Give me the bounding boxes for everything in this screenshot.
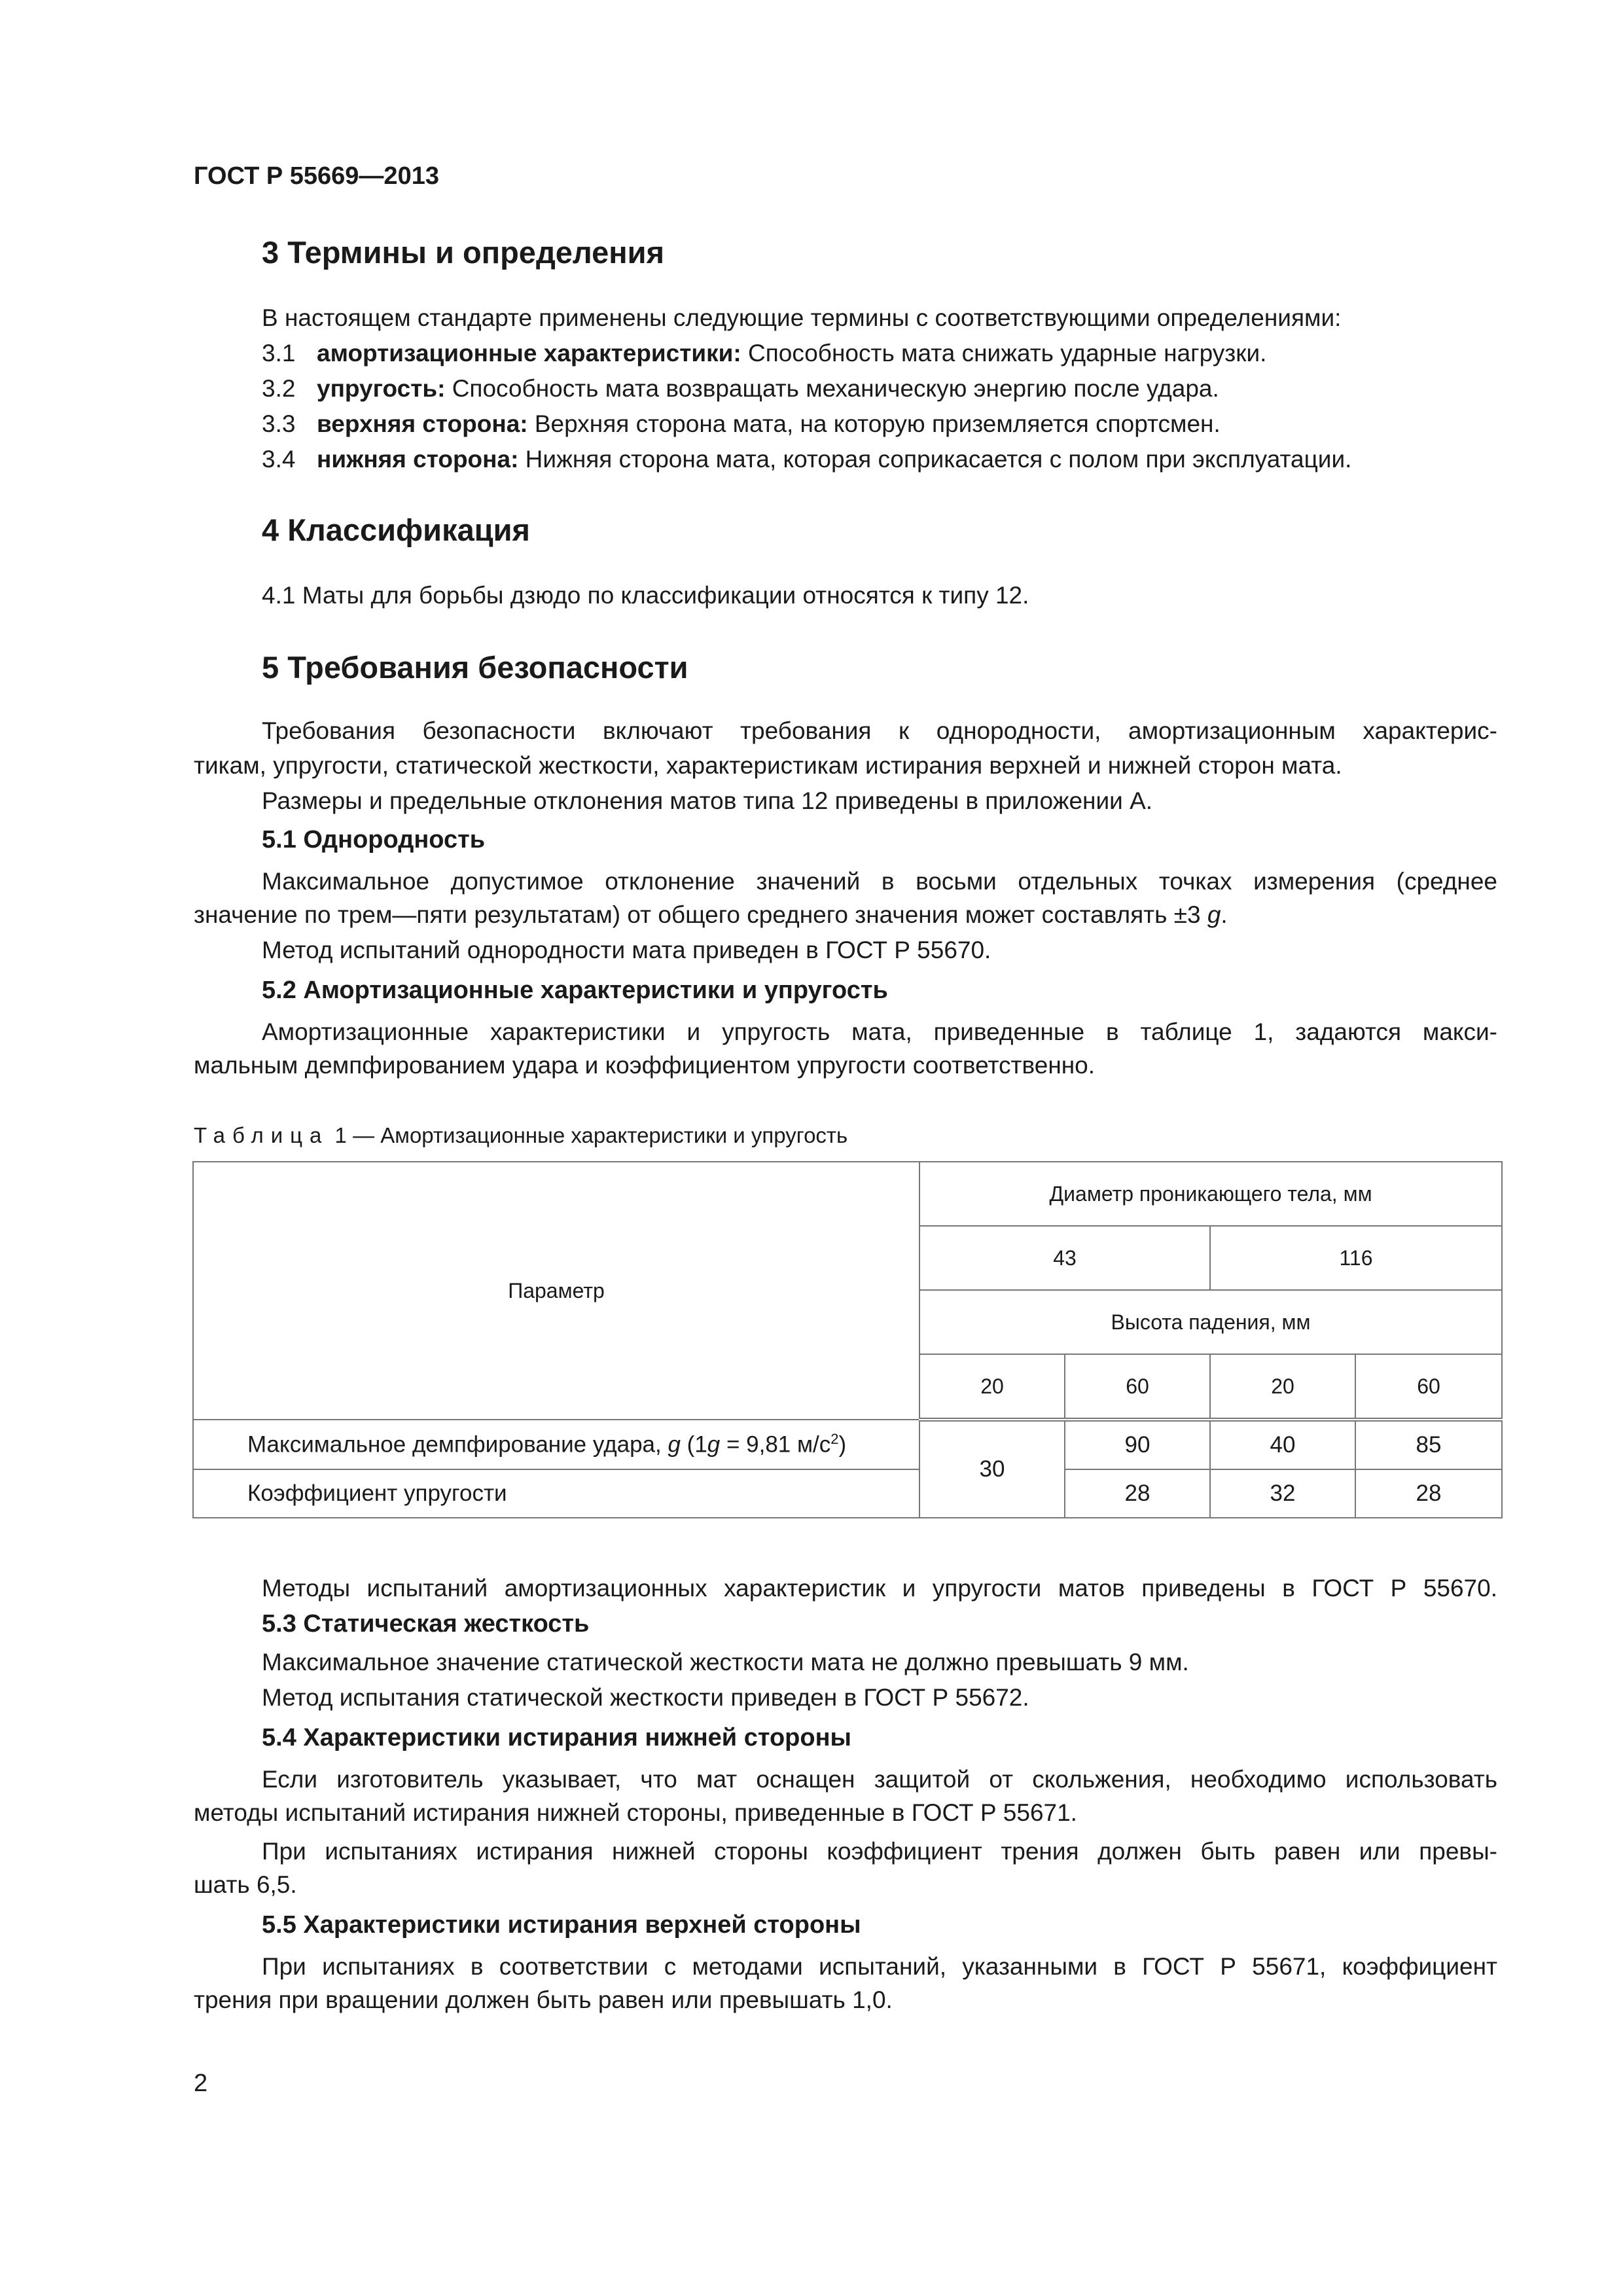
term-definition: Нижняя сторона мата, которая соприкасается с полом при эксплуатации. — [518, 446, 1352, 473]
subsection-5-4-title: 5.4 Характеристики истирания нижней стороны — [262, 1724, 851, 1751]
section-3-title: 3 Термины и определения — [262, 235, 664, 270]
table-1-caption — [194, 1123, 847, 1148]
header-diameter: Диаметр проникающего тела, мм — [919, 1162, 1502, 1226]
document-code-header: ГОСТ Р 55669—2013 — [194, 162, 439, 190]
term-definition: Верхняя сторона мата, на которую приземляется спортсмен. — [527, 410, 1221, 437]
header-diameter-116: 116 — [1210, 1226, 1502, 1290]
subsection-5-3-para-2: Метод испытания статической жесткости приведен в ГОСТ Р 55672. — [262, 1684, 1029, 1711]
row-label-elasticity: Коэффициент упругости — [193, 1469, 919, 1518]
subsection-5-4-line-1: Если изготовитель указывает, что мат оснащен защитой от скольжения, необходимо использовать — [262, 1766, 1497, 1793]
subsection-5-1-title: 5.1 Однородность — [262, 826, 486, 853]
subsection-5-5-title: 5.5 Характеристики истирания верхней стороны — [262, 1911, 861, 1939]
subsection-5-5-line-2: трения при вращении должен быть равен или превышать 1,0. — [194, 1986, 893, 2013]
term-number: 3.4 — [262, 446, 296, 473]
section-5-para-2: Размеры и предельные отклонения матов типа 12 приведены в приложении А. — [262, 787, 1153, 814]
term-name: нижняя сторона: — [317, 446, 519, 473]
unit-g: g — [707, 1431, 721, 1458]
section-4-title: 4 Классификация — [262, 512, 530, 547]
table-header-row — [193, 1162, 1502, 1226]
subsection-5-1-line-1: Максимальное допустимое отклонение значений в восьми отдельных точках измерения (среднее — [262, 868, 1497, 895]
table-cell: 40 — [1210, 1420, 1355, 1469]
subsection-5-4-line-4: шать 6,5. — [194, 1871, 297, 1898]
header-diameter-43: 43 — [919, 1226, 1210, 1290]
table-row — [193, 1420, 1502, 1469]
section-5-para-1-line-2: тикам, упругости, статической жесткости, характеристикам истирания верхней и нижней сторон мата. — [194, 752, 1342, 779]
term-number: 3.1 — [262, 340, 296, 367]
header-height-cell: 20 — [919, 1354, 1065, 1420]
table-cell: 28 — [1355, 1469, 1502, 1518]
subsection-5-5-line-1: При испытаниях в соответствии с методами испытаний, указанными в ГОСТ Р 55671, коэффициент — [262, 1953, 1497, 1980]
page-number: 2 — [194, 2070, 208, 2097]
table-cell: 90 — [1065, 1420, 1210, 1469]
term-3-3 — [262, 410, 1221, 439]
term-3-2 — [262, 374, 1219, 403]
text-segment: ) — [838, 1431, 847, 1458]
header-height-cell: 60 — [1355, 1354, 1502, 1420]
subsection-5-3-para-1: Максимальное значение статической жесткости мата не должно превышать 9 мм. — [262, 1649, 1189, 1676]
text-segment: (1 — [680, 1431, 707, 1458]
text-segment: = 9,81 м/с — [720, 1431, 831, 1458]
section-3-intro: В настоящем стандарте применены следующие термины с соответствующими определениями: — [262, 304, 1342, 331]
term-definition: Способность мата снижать ударные нагрузки. — [741, 340, 1267, 367]
term-3-1 — [262, 339, 1266, 368]
row-label-max-damping — [193, 1420, 919, 1469]
table-cell: 28 — [1065, 1469, 1210, 1518]
unit-g: g — [668, 1431, 681, 1458]
table-cell: 85 — [1355, 1420, 1502, 1469]
table-1 — [192, 1161, 1503, 1518]
caption-text: 1 — Амортизационные характеристики и упругость — [329, 1123, 848, 1147]
subsection-5-2-line-1: Амортизационные характеристики и упругость мата, приведенные в таблице 1, задаются макси- — [262, 1018, 1497, 1045]
after-table-para: Методы испытаний амортизационных характеристик и упругости матов приведены в ГОСТ Р 55670. — [262, 1575, 1497, 1602]
term-number: 3.2 — [262, 375, 296, 402]
subsection-5-2-line-2: мальным демпфированием удара и коэффициентом упругости соответственно. — [194, 1052, 1096, 1079]
caption-label: Таблица — [194, 1123, 329, 1147]
header-parameter: Параметр — [193, 1162, 919, 1420]
table-row — [193, 1469, 1502, 1518]
header-drop-height: Высота падения, мм — [919, 1290, 1502, 1354]
header-height-cell: 20 — [1210, 1354, 1355, 1420]
table-cell: 32 — [1210, 1469, 1355, 1518]
table-cell-shared: 30 — [919, 1420, 1065, 1518]
term-name: упругость: — [317, 375, 446, 402]
subsection-5-3-title: 5.3 Статическая жесткость — [262, 1610, 590, 1638]
section-5-para-1-line-1: Требования безопасности включают требования к однородности, амортизационным характерис- — [262, 717, 1497, 744]
term-name: амортизационные характеристики: — [317, 340, 741, 367]
term-number: 3.3 — [262, 410, 296, 437]
subsection-5-4-line-3: При испытаниях истирания нижней стороны коэффициент трения должен быть равен или превы- — [262, 1838, 1497, 1865]
superscript: 2 — [830, 1431, 839, 1448]
clause-4-1: 4.1 Маты для борьбы дзюдо по классификации относятся к типу 12. — [262, 582, 1029, 609]
text-segment: значение по трем—пяти результатам) от общего среднего значения может составлять ±3 — [194, 901, 1207, 928]
subsection-5-1-line-2 — [194, 901, 1228, 929]
unit-g: g — [1207, 901, 1221, 928]
subsection-5-4-line-2: методы испытаний истирания нижней стороны, приведенные в ГОСТ Р 55671. — [194, 1799, 1077, 1826]
term-definition: Способность мата возвращать механическую энергию после удара. — [445, 375, 1219, 402]
term-3-4 — [262, 445, 1351, 474]
text-segment: . — [1221, 901, 1228, 928]
text-segment: Максимальное демпфирование удара, — [247, 1431, 668, 1458]
section-5-title: 5 Требования безопасности — [262, 650, 688, 685]
subsection-5-2-title: 5.2 Амортизационные характеристики и упругость — [262, 977, 888, 1004]
subsection-5-1-para-2: Метод испытаний однородности мата приведен в ГОСТ Р 55670. — [262, 937, 991, 963]
header-height-cell: 60 — [1065, 1354, 1210, 1420]
term-name: верхняя сторона: — [317, 410, 528, 437]
